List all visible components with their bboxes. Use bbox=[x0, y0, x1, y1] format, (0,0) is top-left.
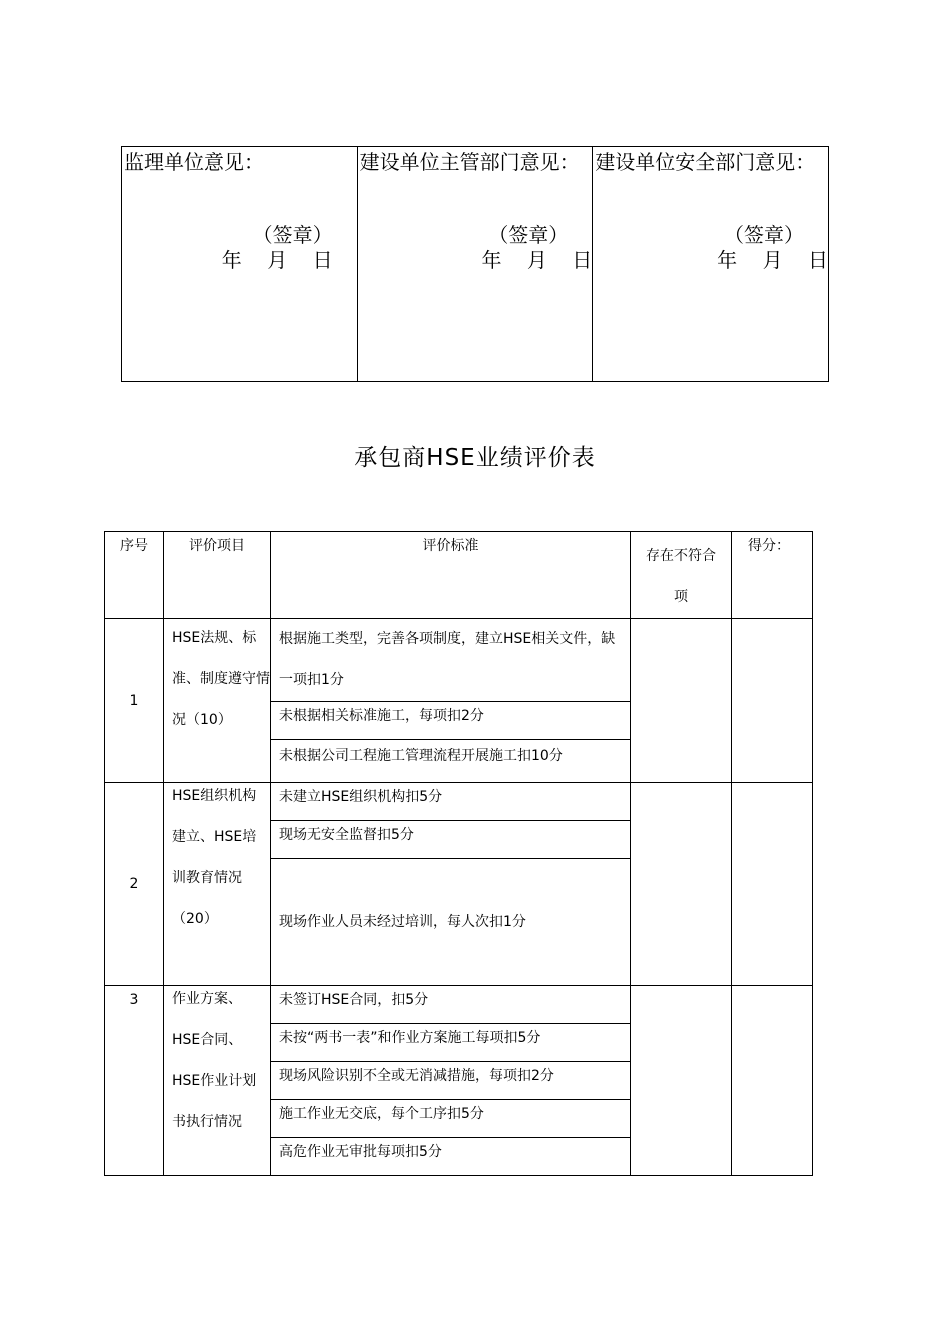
row-item bbox=[164, 783, 271, 986]
header-nonconformity: 存在不符合项 bbox=[631, 532, 732, 619]
opinion-date: 年 月 日 bbox=[221, 248, 333, 272]
table-row bbox=[105, 783, 813, 821]
criteria-cell: 未按“两书一表”和作业方案施工每项扣5分 bbox=[271, 1024, 631, 1062]
opinion-seal: （签章） bbox=[252, 223, 333, 247]
criteria-cell: 施工作业无交底，每个工序扣5分 bbox=[271, 1100, 631, 1138]
opinion-heading: 监理单位意见： bbox=[124, 150, 264, 174]
score-cell[interactable] bbox=[732, 986, 813, 1176]
header-item: 评价项目 bbox=[164, 532, 271, 619]
opinion-seal: （签章） bbox=[724, 223, 804, 247]
criteria-cell: 未建立HSE组织机构扣5分 bbox=[271, 783, 631, 821]
nonconformity-cell[interactable] bbox=[631, 986, 732, 1176]
opinion-heading: 建设单位安全部门意见： bbox=[595, 150, 816, 174]
header-criteria: 评价标准 bbox=[271, 532, 631, 619]
opinion-cell-supervision bbox=[122, 147, 358, 382]
header-score: 得分： bbox=[732, 532, 813, 619]
opinion-date: 年 月 日 bbox=[717, 248, 828, 272]
criteria-cell: 未根据公司工程施工管理流程开展施工扣10分 bbox=[271, 740, 631, 783]
criteria-cell: 高危作业无审批每项扣5分 bbox=[271, 1138, 631, 1176]
criteria-cell: 现场无安全监督扣5分 bbox=[271, 821, 631, 859]
score-cell[interactable] bbox=[732, 619, 813, 783]
row-seq: 2 bbox=[105, 783, 164, 986]
criteria-cell: 现场风险识别不全或无消减措施，每项扣2分 bbox=[271, 1062, 631, 1100]
table-row bbox=[105, 619, 813, 702]
criteria-cell: 未签订HSE合同，扣5分 bbox=[271, 986, 631, 1024]
opinion-cell-construction-management bbox=[357, 147, 593, 382]
opinion-heading: 建设单位主管部门意见： bbox=[359, 150, 580, 174]
page-title: 承包商HSE业绩评价表 bbox=[354, 445, 596, 471]
row-seq: 3 bbox=[105, 986, 164, 1176]
row-item-text: HSE组织机构建立、HSE培训教育情况（20） bbox=[172, 788, 257, 927]
row-item-text: HSE法规、标准、制度遵守情况（10） bbox=[172, 630, 270, 728]
criteria-cell: 现场作业人员未经过培训，每人次扣1分 bbox=[271, 859, 631, 986]
row-item bbox=[164, 986, 271, 1176]
evaluation-table bbox=[104, 531, 813, 1176]
nonconformity-cell[interactable] bbox=[631, 783, 732, 986]
opinion-seal: （签章） bbox=[488, 223, 569, 247]
opinion-cell-construction-safety bbox=[593, 147, 829, 382]
row-item-text: 作业方案、HSE合同、HSE作业计划书执行情况 bbox=[172, 991, 257, 1130]
score-cell[interactable] bbox=[732, 783, 813, 986]
header-seq: 序号 bbox=[105, 532, 164, 619]
row-seq: 1 bbox=[105, 619, 164, 783]
criteria-cell: 根据施工类型，完善各项制度，建立HSE相关文件，缺一项扣1分 bbox=[271, 619, 631, 702]
nonconformity-cell[interactable] bbox=[631, 619, 732, 783]
criteria-cell: 未根据相关标准施工，每项扣2分 bbox=[271, 702, 631, 740]
row-item bbox=[164, 619, 271, 783]
table-header-row bbox=[105, 532, 813, 619]
opinion-table bbox=[121, 146, 829, 382]
opinion-date: 年 月 日 bbox=[481, 248, 593, 272]
table-row bbox=[105, 986, 813, 1024]
